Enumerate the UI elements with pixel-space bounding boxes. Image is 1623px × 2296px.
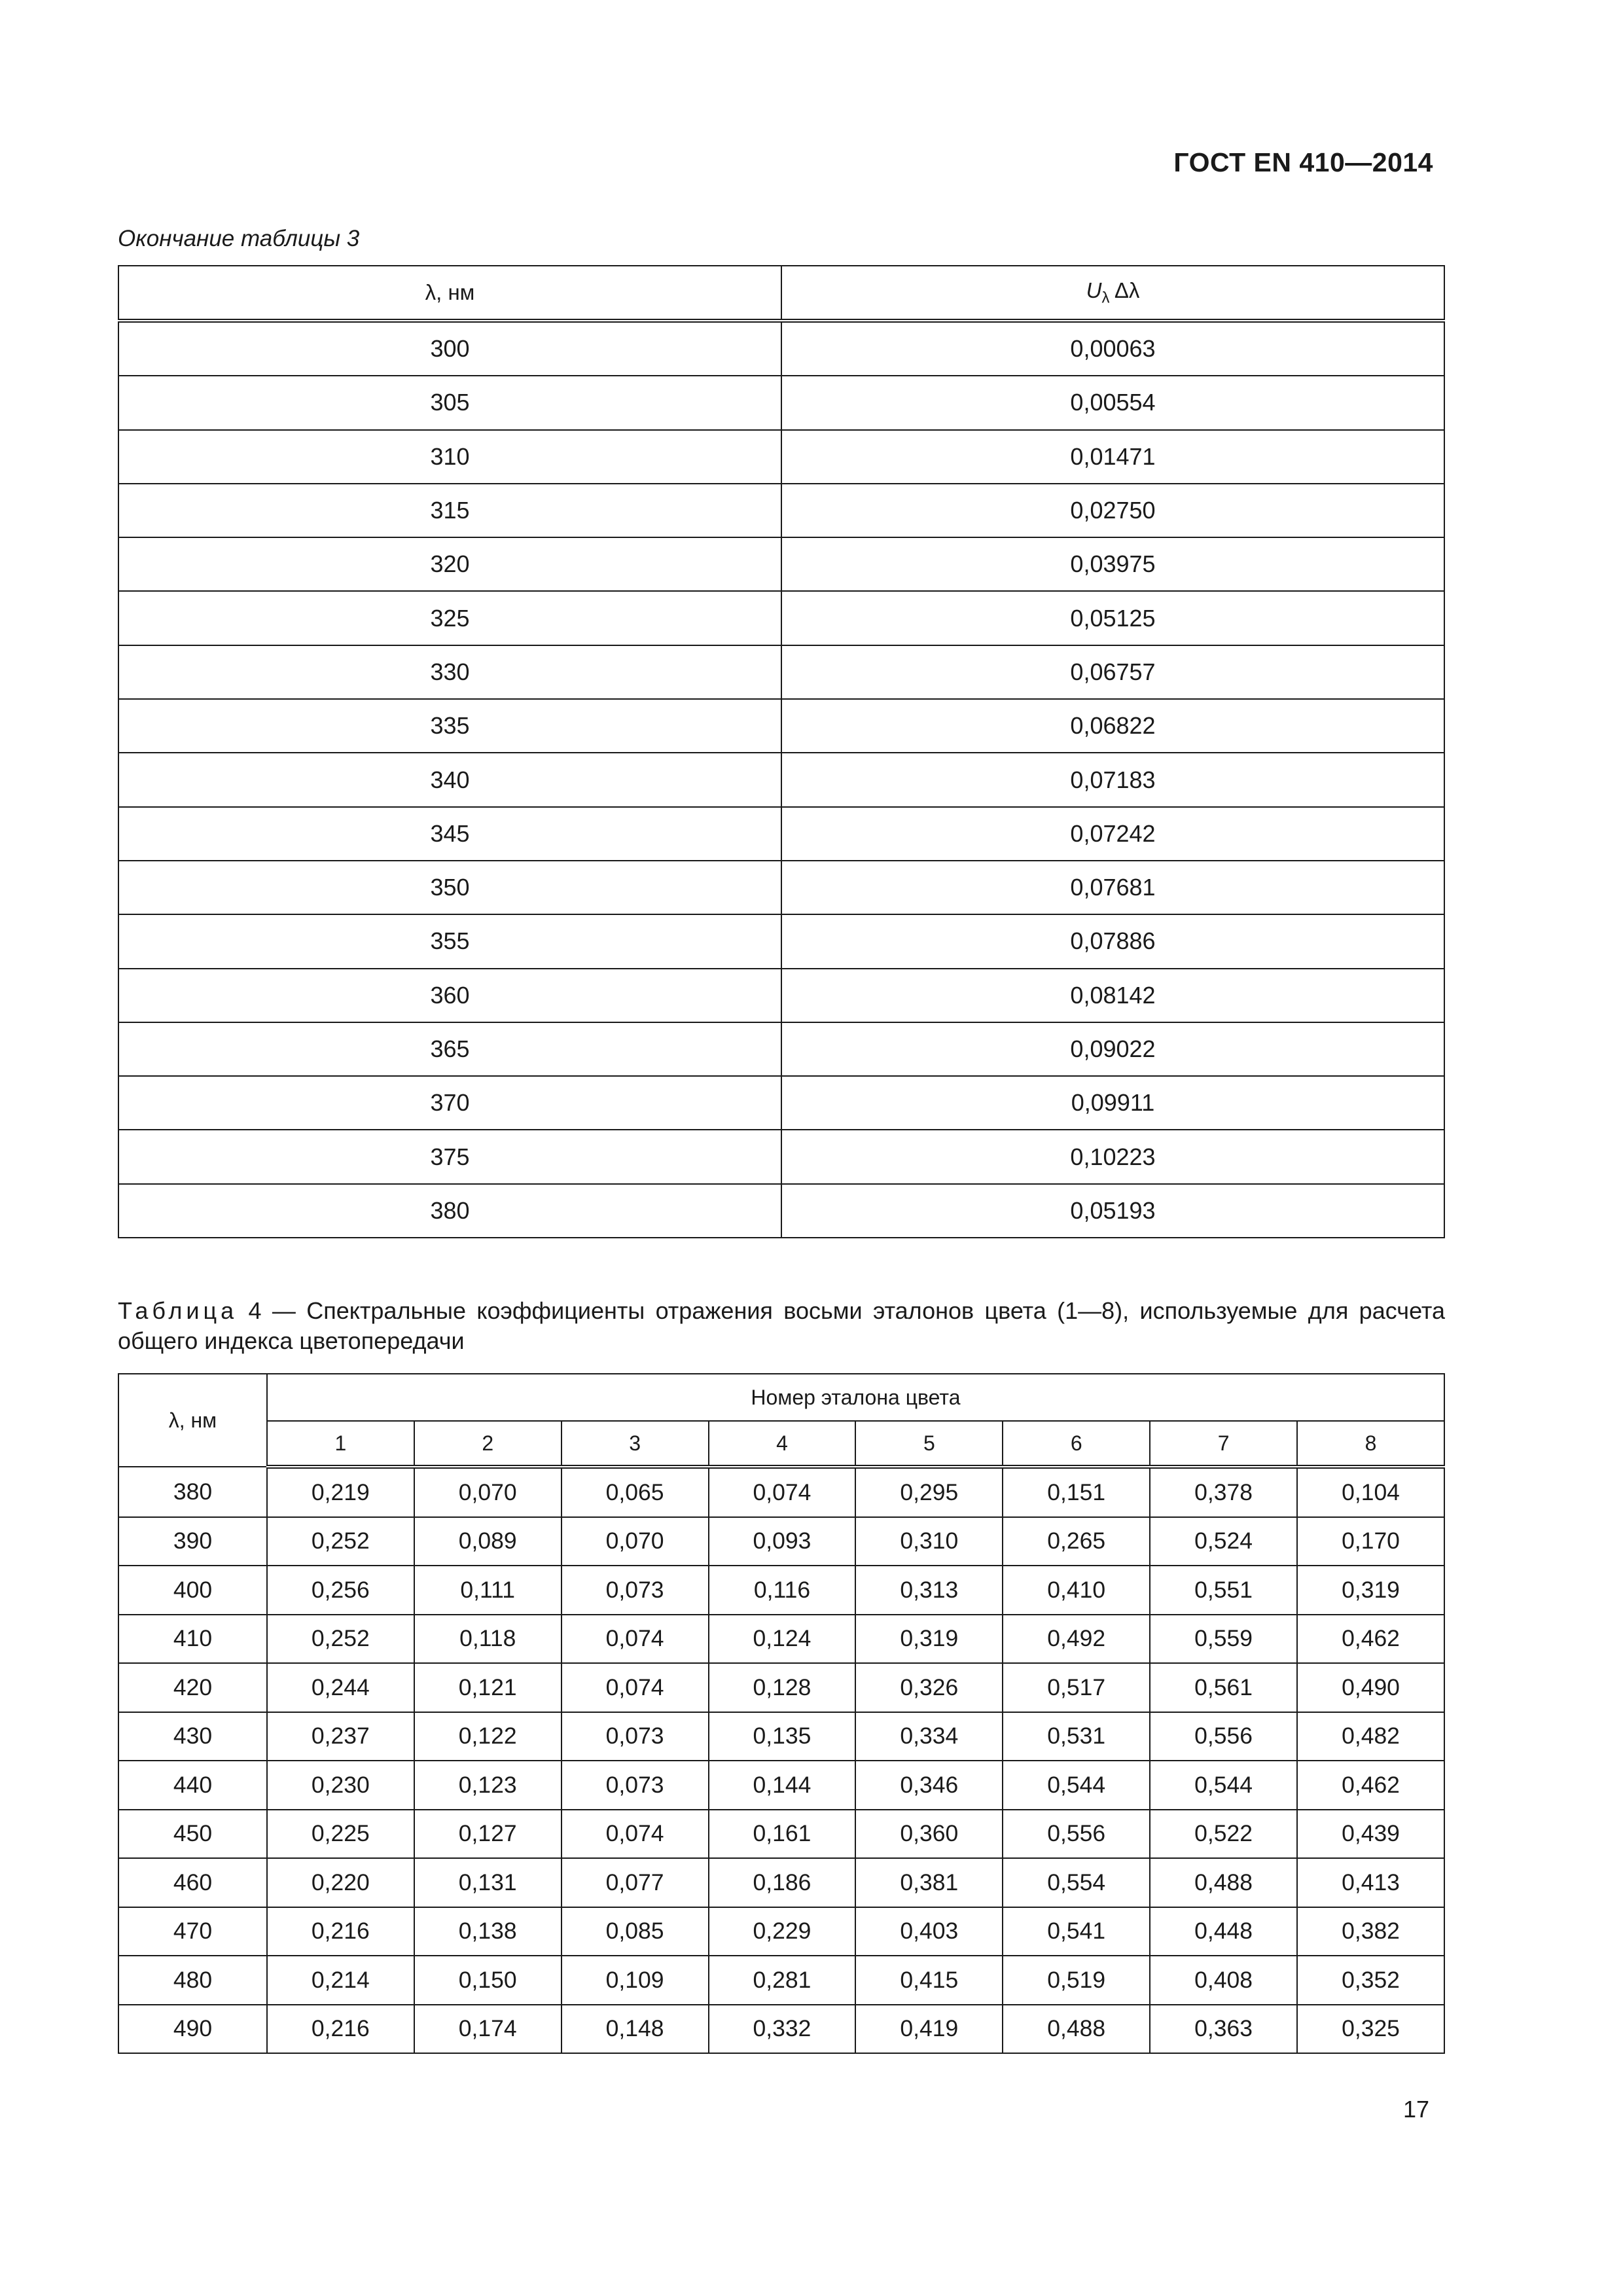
table3-header-value: $U_\lambda$ Δλ: [781, 266, 1444, 321]
table-row: [118, 1467, 1444, 1517]
reflectance-cell: 0,229: [709, 1907, 856, 1956]
value-cell: 0,08142: [781, 969, 1444, 1022]
table-row: [118, 1184, 1444, 1238]
reflectance-cell: 0,551: [1150, 1566, 1297, 1615]
reflectance-cell: 0,151: [1003, 1467, 1150, 1517]
table-row: [118, 1956, 1444, 2005]
wavelength-cell: 315: [118, 484, 781, 537]
table-row: [118, 321, 1444, 376]
page-number: 17: [1402, 2096, 1429, 2123]
value-cell: 0,09911: [781, 1076, 1444, 1130]
reflectance-cell: 0,073: [562, 1712, 709, 1761]
wavelength-cell: 340: [118, 753, 781, 806]
reflectance-cell: 0,073: [562, 1761, 709, 1810]
reflectance-cell: 0,237: [267, 1712, 414, 1761]
reflectance-cell: 0,244: [267, 1663, 414, 1712]
reflectance-cell: 0,408: [1150, 1956, 1297, 2005]
wavelength-cell: 460: [118, 1858, 267, 1907]
wavelength-cell: 335: [118, 699, 781, 753]
value-cell: 0,07886: [781, 914, 1444, 968]
reflectance-cell: 0,150: [414, 1956, 562, 2005]
reflectance-cell: 0,488: [1150, 1858, 1297, 1907]
reflectance-cell: 0,556: [1150, 1712, 1297, 1761]
value-cell: 0,06822: [781, 699, 1444, 753]
reflectance-cell: 0,332: [709, 2005, 856, 2054]
wavelength-cell: 310: [118, 430, 781, 484]
reflectance-cell: 0,219: [267, 1467, 414, 1517]
reflectance-cell: 0,326: [855, 1663, 1003, 1712]
reflectance-cell: 0,144: [709, 1761, 856, 1810]
wavelength-cell: 355: [118, 914, 781, 968]
reflectance-cell: 0,519: [1003, 1956, 1150, 2005]
reflectance-cell: 0,559: [1150, 1615, 1297, 1664]
table3-header-wavelength: λ, нм: [118, 266, 781, 321]
reflectance-cell: 0,073: [562, 1566, 709, 1615]
reflectance-cell: 0,074: [562, 1615, 709, 1664]
reflectance-cell: 0,531: [1003, 1712, 1150, 1761]
document-code: ГОСТ EN 410—2014: [1173, 147, 1433, 177]
reflectance-cell: 0,281: [709, 1956, 856, 2005]
table-row: [118, 1022, 1444, 1076]
reflectance-cell: 0,381: [855, 1858, 1003, 1907]
table4-subheader-row: [118, 1421, 1444, 1467]
reflectance-cell: 0,074: [709, 1467, 856, 1517]
reflectance-cell: 0,295: [855, 1467, 1003, 1517]
value-cell: 0,05193: [781, 1184, 1444, 1238]
wavelength-cell: 430: [118, 1712, 267, 1761]
reflectance-cell: 0,214: [267, 1956, 414, 2005]
reflectance-cell: 0,561: [1150, 1663, 1297, 1712]
table-row: [118, 1761, 1444, 1810]
table-row: [118, 537, 1444, 591]
reflectance-cell: 0,148: [562, 2005, 709, 2054]
reflectance-cell: 0,170: [1297, 1517, 1444, 1566]
table-row: [118, 1130, 1444, 1183]
table4-body: [118, 1467, 1444, 2053]
reflectance-cell: 0,541: [1003, 1907, 1150, 1956]
wavelength-cell: 365: [118, 1022, 781, 1076]
reflectance-cell: 0,225: [267, 1810, 414, 1859]
reflectance-cell: 0,544: [1150, 1761, 1297, 1810]
reflectance-cell: 0,074: [562, 1810, 709, 1859]
reflectance-cell: 0,482: [1297, 1712, 1444, 1761]
wavelength-cell: 400: [118, 1566, 267, 1615]
reflectance-cell: 0,462: [1297, 1615, 1444, 1664]
reflectance-cell: 0,325: [1297, 2005, 1444, 2054]
value-cell: 0,07183: [781, 753, 1444, 806]
table-row: [118, 1858, 1444, 1907]
wavelength-cell: 300: [118, 321, 781, 376]
table3-caption: Окончание таблицы 3: [118, 226, 360, 251]
reflectance-cell: 0,419: [855, 2005, 1003, 2054]
value-cell: 0,00554: [781, 376, 1444, 429]
reflectance-cell: 0,138: [414, 1907, 562, 1956]
table3-body: [118, 321, 1444, 1238]
table-row: [118, 1663, 1444, 1712]
value-cell: 0,05125: [781, 591, 1444, 645]
table-row: [118, 1810, 1444, 1859]
reflectance-cell: 0,109: [562, 1956, 709, 2005]
reflectance-cell: 0,334: [855, 1712, 1003, 1761]
table-row: [118, 2005, 1444, 2054]
table-row: [118, 861, 1444, 914]
reflectance-cell: 0,415: [855, 1956, 1003, 2005]
reflectance-cell: 0,128: [709, 1663, 856, 1712]
wavelength-cell: 440: [118, 1761, 267, 1810]
reflectance-cell: 0,544: [1003, 1761, 1150, 1810]
reflectance-cell: 0,065: [562, 1467, 709, 1517]
table-row: [118, 1712, 1444, 1761]
reflectance-cell: 0,363: [1150, 2005, 1297, 2054]
reflectance-cell: 0,135: [709, 1712, 856, 1761]
reflectance-cell: 0,070: [414, 1467, 562, 1517]
reflectance-cell: 0,121: [414, 1663, 562, 1712]
reflectance-cell: 0,378: [1150, 1467, 1297, 1517]
reflectance-cell: 0,104: [1297, 1467, 1444, 1517]
reflectance-cell: 0,382: [1297, 1907, 1444, 1956]
reflectance-cell: 0,352: [1297, 1956, 1444, 2005]
wavelength-cell: 350: [118, 861, 781, 914]
value-cell: 0,03975: [781, 537, 1444, 591]
reflectance-cell: 0,122: [414, 1712, 562, 1761]
reflectance-cell: 0,111: [414, 1566, 562, 1615]
wavelength-cell: 410: [118, 1615, 267, 1664]
standard-number-header: 5: [855, 1421, 1003, 1467]
reflectance-cell: 0,216: [267, 1907, 414, 1956]
wavelength-cell: 320: [118, 537, 781, 591]
table-row: [118, 1517, 1444, 1566]
reflectance-cell: 0,216: [267, 2005, 414, 2054]
reflectance-cell: 0,265: [1003, 1517, 1150, 1566]
standard-number-header: 1: [267, 1421, 414, 1467]
reflectance-cell: 0,462: [1297, 1761, 1444, 1810]
table-row: [118, 1907, 1444, 1956]
reflectance-cell: 0,118: [414, 1615, 562, 1664]
reflectance-cell: 0,490: [1297, 1663, 1444, 1712]
reflectance-cell: 0,230: [267, 1761, 414, 1810]
reflectance-cell: 0,256: [267, 1566, 414, 1615]
wavelength-cell: 420: [118, 1663, 267, 1712]
wavelength-cell: 360: [118, 969, 781, 1022]
reflectance-cell: 0,410: [1003, 1566, 1150, 1615]
reflectance-cell: 0,174: [414, 2005, 562, 2054]
reflectance-cell: 0,517: [1003, 1663, 1150, 1712]
standard-number-header: 7: [1150, 1421, 1297, 1467]
wavelength-cell: 375: [118, 1130, 781, 1183]
table-row: [118, 699, 1444, 753]
table4-header-row: [118, 1374, 1444, 1421]
reflectance-cell: 0,522: [1150, 1810, 1297, 1859]
standard-number-header: 2: [414, 1421, 562, 1467]
reflectance-cell: 0,413: [1297, 1858, 1444, 1907]
table-row: [118, 1615, 1444, 1664]
reflectance-cell: 0,124: [709, 1615, 856, 1664]
reflectance-cell: 0,310: [855, 1517, 1003, 1566]
wavelength-cell: 325: [118, 591, 781, 645]
wavelength-cell: 450: [118, 1810, 267, 1859]
reflectance-cell: 0,252: [267, 1615, 414, 1664]
reflectance-cell: 0,346: [855, 1761, 1003, 1810]
reflectance-cell: 0,492: [1003, 1615, 1150, 1664]
value-cell: 0,01471: [781, 430, 1444, 484]
table4-group-header: Номер эталона цвета: [267, 1374, 1444, 1421]
reflectance-cell: 0,093: [709, 1517, 856, 1566]
table-row: [118, 645, 1444, 699]
reflectance-cell: 0,360: [855, 1810, 1003, 1859]
table4-caption: Таблица 4 — Спектральные коэффициенты отражения восьми эталонов цвета (1—8), используемые для расчета общего индекса цветопередачи: [118, 1297, 1445, 1354]
table4-header-wavelength: λ, нм: [118, 1374, 267, 1467]
reflectance-cell: 0,077: [562, 1858, 709, 1907]
standard-number-header: 6: [1003, 1421, 1150, 1467]
value-cell: 0,10223: [781, 1130, 1444, 1183]
wavelength-cell: 370: [118, 1076, 781, 1130]
standard-number-header: 3: [562, 1421, 709, 1467]
reflectance-cell: 0,161: [709, 1810, 856, 1859]
reflectance-cell: 0,554: [1003, 1858, 1150, 1907]
reflectance-cell: 0,127: [414, 1810, 562, 1859]
table-row: [118, 376, 1444, 429]
wavelength-cell: 380: [118, 1184, 781, 1238]
reflectance-cell: 0,085: [562, 1907, 709, 1956]
value-cell: 0,09022: [781, 1022, 1444, 1076]
reflectance-cell: 0,220: [267, 1858, 414, 1907]
table-row: [118, 1076, 1444, 1130]
reflectance-cell: 0,319: [1297, 1566, 1444, 1615]
wavelength-cell: 470: [118, 1907, 267, 1956]
table-row: [118, 591, 1444, 645]
table3-header-row: [118, 266, 1444, 321]
wavelength-cell: 380: [118, 1467, 267, 1517]
table-row: [118, 807, 1444, 861]
table-row: [118, 484, 1444, 537]
table-row: [118, 430, 1444, 484]
reflectance-cell: 0,556: [1003, 1810, 1150, 1859]
value-cell: 0,06757: [781, 645, 1444, 699]
table-row: [118, 1566, 1444, 1615]
value-cell: 0,07242: [781, 807, 1444, 861]
wavelength-cell: 480: [118, 1956, 267, 2005]
standard-number-header: 8: [1297, 1421, 1444, 1467]
reflectance-cell: 0,524: [1150, 1517, 1297, 1566]
table-row: [118, 914, 1444, 968]
reflectance-cell: 0,319: [855, 1615, 1003, 1664]
table4: [118, 1373, 1445, 2054]
value-cell: 0,02750: [781, 484, 1444, 537]
value-cell: 0,07681: [781, 861, 1444, 914]
table3: [118, 265, 1445, 1238]
wavelength-cell: 345: [118, 807, 781, 861]
wavelength-cell: 490: [118, 2005, 267, 2054]
reflectance-cell: 0,070: [562, 1517, 709, 1566]
wavelength-cell: 390: [118, 1517, 267, 1566]
reflectance-cell: 0,439: [1297, 1810, 1444, 1859]
reflectance-cell: 0,074: [562, 1663, 709, 1712]
reflectance-cell: 0,123: [414, 1761, 562, 1810]
wavelength-cell: 305: [118, 376, 781, 429]
table-row: [118, 753, 1444, 806]
standard-number-header: 4: [709, 1421, 856, 1467]
table-row: [118, 969, 1444, 1022]
reflectance-cell: 0,089: [414, 1517, 562, 1566]
reflectance-cell: 0,131: [414, 1858, 562, 1907]
value-cell: 0,00063: [781, 321, 1444, 376]
reflectance-cell: 0,313: [855, 1566, 1003, 1615]
reflectance-cell: 0,116: [709, 1566, 856, 1615]
reflectance-cell: 0,488: [1003, 2005, 1150, 2054]
reflectance-cell: 0,186: [709, 1858, 856, 1907]
reflectance-cell: 0,403: [855, 1907, 1003, 1956]
reflectance-cell: 0,448: [1150, 1907, 1297, 1956]
wavelength-cell: 330: [118, 645, 781, 699]
reflectance-cell: 0,252: [267, 1517, 414, 1566]
